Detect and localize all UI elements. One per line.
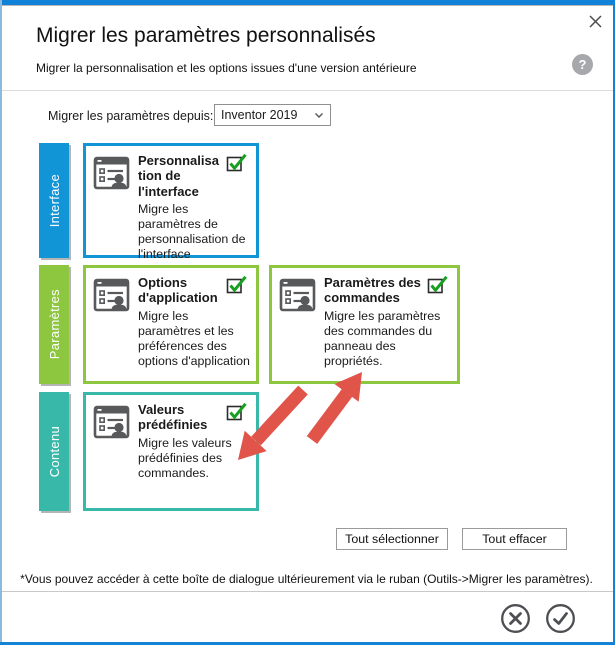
- card-interface-customization[interactable]: [83, 143, 259, 262]
- category-label: Paramètres: [46, 289, 62, 360]
- help-icon: ?: [578, 57, 587, 72]
- help-button[interactable]: [572, 54, 593, 75]
- cancel-button[interactable]: [500, 603, 531, 634]
- version-dropdown-value: Inventor 2019: [221, 108, 298, 122]
- checkbox-checked-icon[interactable]: [226, 153, 248, 172]
- clear-all-button[interactable]: Tout effacer: [462, 528, 567, 550]
- category-strip-interface: [39, 143, 69, 258]
- header-divider: [2, 90, 613, 91]
- settings-list-person-icon: [93, 278, 131, 381]
- card-title: Personnalisation de l'interface: [138, 153, 219, 199]
- card-description: Migre les paramètres des commandes du panneau des propriétés.: [324, 308, 441, 369]
- close-button[interactable]: [584, 13, 606, 35]
- checkbox-checked-icon[interactable]: [226, 402, 248, 421]
- card-title: Options d'application: [138, 275, 218, 306]
- window-border-top-line: [0, 5, 615, 6]
- dialog-subtitle: Migrer la personnalisation et les options issues d'une version antérieure: [36, 61, 417, 75]
- checkbox-checked-icon[interactable]: [427, 275, 449, 294]
- chevron-down-icon: [314, 108, 324, 122]
- card-description: Migre les paramètres et les préférences des options d'application: [138, 308, 250, 369]
- card-description: Migre les paramètres de personnalisation de l'interface: [138, 201, 246, 262]
- category-strip-parametres: [39, 265, 69, 384]
- card-title: Paramètres des commandes: [324, 275, 421, 306]
- footer-note: *Vous pouvez accéder à cette boîte de dialogue ultérieurement via le ruban (Outils->Migrer les paramètres).: [20, 572, 593, 586]
- settings-list-person-icon: [93, 156, 131, 255]
- footer-divider: [2, 591, 613, 592]
- migrate-from-label: Migrer les paramètres depuis:: [48, 109, 214, 123]
- confirm-button[interactable]: [545, 603, 576, 634]
- card-command-settings[interactable]: [269, 265, 460, 384]
- card-description: Migre les valeurs prédéfinies des commandes.: [138, 435, 232, 480]
- category-strip-contenu: [39, 392, 69, 511]
- settings-list-person-icon: [279, 278, 317, 381]
- card-application-options[interactable]: [83, 265, 259, 384]
- window-border-left: [0, 0, 2, 645]
- card-preset-values[interactable]: [83, 392, 259, 511]
- category-label: Contenu: [46, 425, 62, 478]
- select-all-button[interactable]: Tout sélectionner: [336, 528, 448, 550]
- cancel-x-icon: [500, 621, 531, 638]
- dialog-title: Migrer les paramètres personnalisés: [36, 24, 376, 47]
- checkbox-checked-icon[interactable]: [226, 275, 248, 294]
- card-title: Valeurs prédéfinies: [138, 402, 208, 433]
- close-icon: [588, 14, 603, 34]
- version-dropdown[interactable]: [214, 104, 331, 126]
- confirm-check-icon: [545, 621, 576, 638]
- settings-list-person-icon: [93, 405, 131, 508]
- category-label: Interface: [46, 173, 62, 228]
